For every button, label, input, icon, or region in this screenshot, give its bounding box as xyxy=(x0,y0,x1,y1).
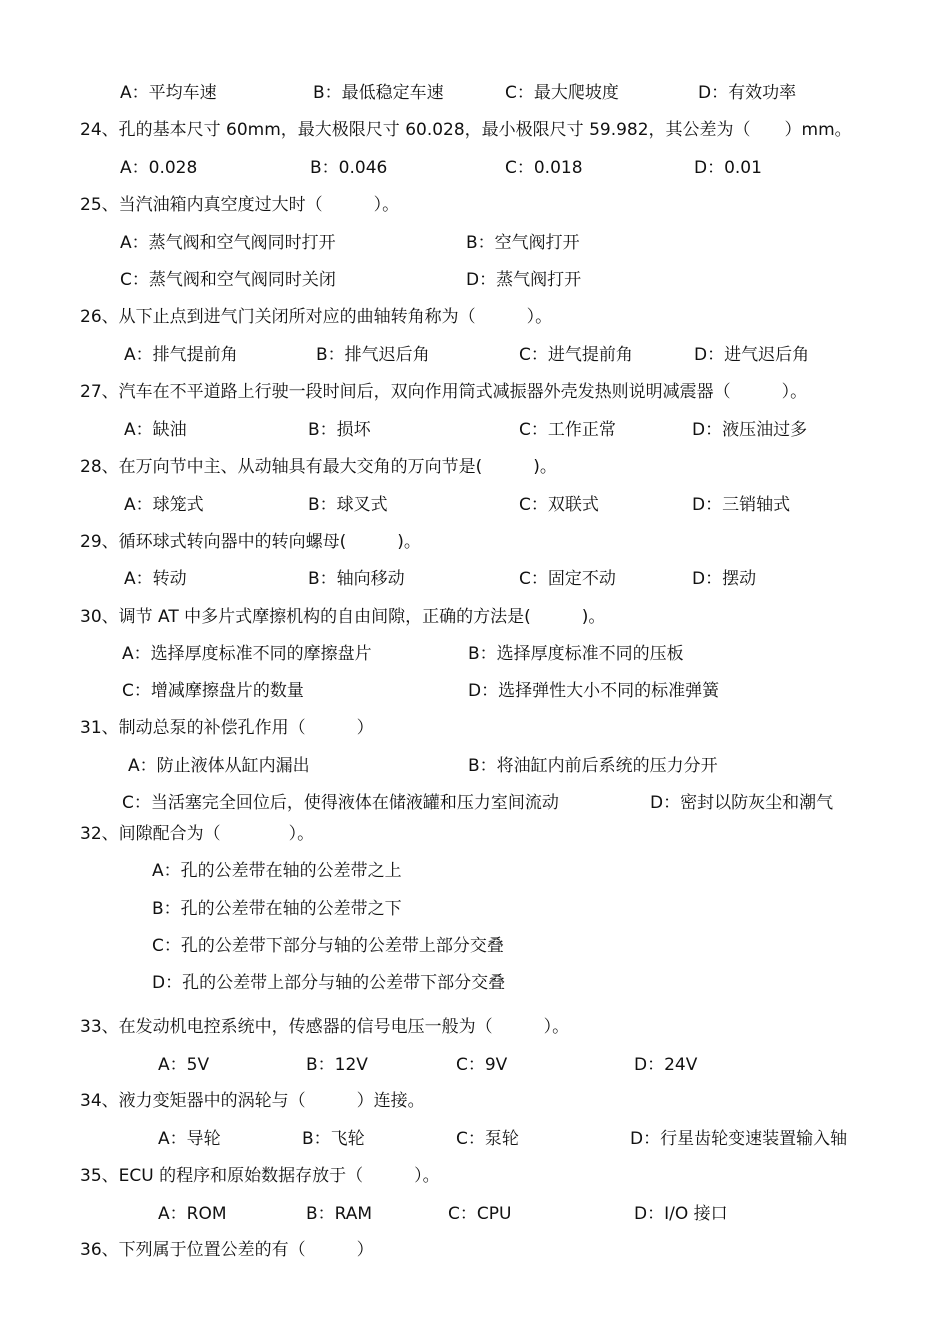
answer-option: A：选择厚度标准不同的摩擦盘片 xyxy=(122,644,372,664)
answer-option: A：导轮 xyxy=(158,1129,221,1149)
answer-option: C：双联式 xyxy=(519,495,599,515)
answer-option: C：进气提前角 xyxy=(519,345,633,365)
answer-option: C：孔的公差带下部分与轴的公差带上部分交叠 xyxy=(152,936,504,956)
answer-option: D：摆动 xyxy=(692,569,757,589)
question-text: 35、ECU 的程序和原始数据存放于（ ）。 xyxy=(80,1166,440,1186)
answer-option: B：孔的公差带在轴的公差带之下 xyxy=(152,899,402,919)
answer-option: C：CPU xyxy=(448,1204,512,1224)
answer-option: C：泵轮 xyxy=(456,1129,519,1149)
answer-option: D：选择弹性大小不同的标准弹簧 xyxy=(468,681,720,701)
answer-option: D：蒸气阀打开 xyxy=(466,270,582,290)
answer-option: A：球笼式 xyxy=(124,495,204,515)
answer-option: C：蒸气阀和空气阀同时关闭 xyxy=(120,270,336,290)
answer-option: D：液压油过多 xyxy=(692,420,808,440)
answer-option: C：0.018 xyxy=(505,158,583,178)
question-text: 28、在万向节中主、从动轴具有最大交角的万向节是( )。 xyxy=(80,457,557,477)
answer-option: A：平均车速 xyxy=(120,83,217,103)
answer-option: C：当活塞完全回位后，使得液体在储液罐和压力室间流动 xyxy=(122,793,559,813)
question-text: 27、汽车在不平道路上行驶一段时间后，双向作用筒式减振器外壳发热则说明减震器（ ）。 xyxy=(80,382,808,402)
answer-option: C：9V xyxy=(456,1055,508,1075)
answer-option: C：固定不动 xyxy=(519,569,616,589)
answer-option: A：孔的公差带在轴的公差带之上 xyxy=(152,861,402,881)
answer-option: C：增减摩擦盘片的数量 xyxy=(122,681,304,701)
answer-option: B：选择厚度标准不同的压板 xyxy=(468,644,684,664)
question-text: 34、液力变矩器中的涡轮与（ ）连接。 xyxy=(80,1091,425,1111)
answer-option: B：损坏 xyxy=(308,420,371,440)
answer-option: B：空气阀打开 xyxy=(466,233,580,253)
question-text: 33、在发动机电控系统中，传感器的信号电压一般为（ ）。 xyxy=(80,1017,570,1037)
answer-option: B：飞轮 xyxy=(302,1129,365,1149)
answer-option: D：孔的公差带上部分与轴的公差带下部分交叠 xyxy=(152,973,506,993)
answer-option: A：蒸气阀和空气阀同时打开 xyxy=(120,233,336,253)
answer-option: A：防止液体从缸内漏出 xyxy=(128,756,310,776)
answer-option: D：24V xyxy=(634,1055,698,1075)
answer-option: B：将油缸内前后系统的压力分开 xyxy=(468,756,718,776)
answer-option: D：I/O 接口 xyxy=(634,1204,728,1224)
question-text: 31、制动总泵的补偿孔作用（ ） xyxy=(80,718,374,738)
answer-option: B：12V xyxy=(306,1055,368,1075)
question-text: 24、孔的基本尺寸 60mm，最大极限尺寸 60.028，最小极限尺寸 59.982，其公差为（ ）mm。 xyxy=(80,120,852,140)
answer-option: A：5V xyxy=(158,1055,210,1075)
question-text: 36、下列属于位置公差的有（ ） xyxy=(80,1240,374,1260)
answer-option: D：密封以防灰尘和潮气 xyxy=(650,793,834,813)
answer-option: B：轴向移动 xyxy=(308,569,405,589)
answer-option: D：三销轴式 xyxy=(692,495,791,515)
answer-option: D：进气迟后角 xyxy=(694,345,810,365)
answer-option: A：排气提前角 xyxy=(124,345,238,365)
answer-option: B：排气迟后角 xyxy=(316,345,430,365)
question-text: 26、从下止点到进气门关闭所对应的曲轴转角称为（ ）。 xyxy=(80,307,553,327)
answer-option: A：ROM xyxy=(158,1204,227,1224)
question-text: 29、循环球式转向器中的转向螺母( )。 xyxy=(80,532,421,552)
answer-option: B：0.046 xyxy=(310,158,388,178)
answer-option: B：RAM xyxy=(306,1204,373,1224)
question-text: 25、当汽油箱内真空度过大时（ ）。 xyxy=(80,195,400,215)
question-text: 32、间隙配合为（ ）。 xyxy=(80,824,315,844)
answer-option: B：球叉式 xyxy=(308,495,388,515)
question-text: 30、调节 AT 中多片式摩擦机构的自由间隙，正确的方法是( )。 xyxy=(80,607,606,627)
answer-option: C：最大爬坡度 xyxy=(505,83,619,103)
answer-option: D：有效功率 xyxy=(698,83,797,103)
answer-option: A：0.028 xyxy=(120,158,198,178)
answer-option: A：缺油 xyxy=(124,420,187,440)
answer-option: A：转动 xyxy=(124,569,187,589)
answer-option: D：0.01 xyxy=(694,158,762,178)
answer-option: C：工作正常 xyxy=(519,420,616,440)
answer-option: D：行星齿轮变速装置输入轴 xyxy=(630,1129,848,1149)
answer-option: B：最低稳定车速 xyxy=(313,83,444,103)
